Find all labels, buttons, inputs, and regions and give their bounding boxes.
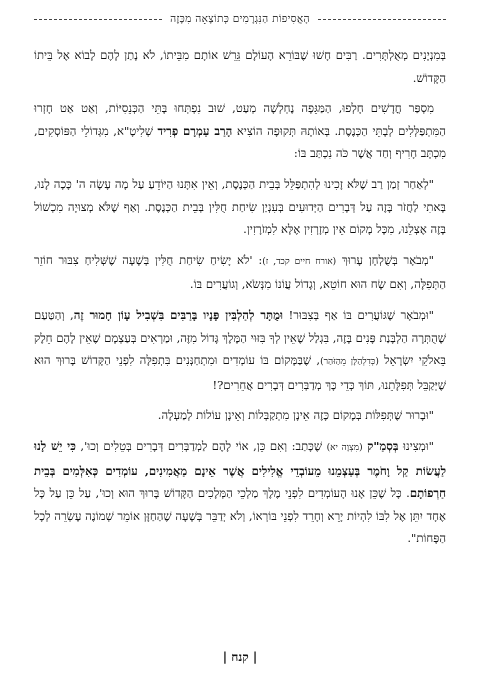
text-run: : 'לֹא יָשִׂיחַ שִׂיחַת חֻלִּין בְּשָׁעָה שֶׁשְּׁלִיחַ צִבּוּר חוֹזֵר הַתְּפִלָּה, וְאִם שָׂח הוּא חוֹטֵא, וְגָדוֹל עֲוֹנוֹ מִנְּשֹׂא, וְגוֹעֲרִים בּוֹ. — [34, 252, 446, 292]
text-run: "וּבָרוּר שֶׁתְּפִלּוֹת בְּמָקוֹם כָּזֶה אֵינָן מִתְקַבְּלוֹת וְאֵינָן עוֹלוֹת לְמַעְלָה. — [157, 408, 434, 423]
text-run: "לְאַחַר זְמַן רַב שֶׁלֹּא זָכִינוּ לְהִתְפַּלֵּל בְּבֵית הַכְּנֶסֶת, וְאֵין אִתָּנוּ הַיּוֹדֵעַ עַל מָה עָשָׂה ה' כָּכָה לָנוּ, בָּאתִי לַחֲזֹר בָּזֶה עַל דְּבָרִים הַיְּדוּעִים בְּעִנְיַן שִׂיחַת חֻלִּין בְּבֵית הַכְּנֶסֶת. וְאַף שֶׁלֹּא מְצוּיָה מִכְשׁוֹל בָּזֶה אֶצְלֵנוּ, מִכָּל מָקוֹם אֵין מְזָרְזִין אֶלָּא לִמְזֹרָזִין. — [34, 176, 446, 237]
bold-text: הָרַב עַמְרָם פְרִיד — [157, 123, 233, 138]
source-citation: (אורח חיים קכד, ז) — [262, 256, 337, 267]
text-run: "וּמְבֹאָר שֶׁגּוֹעֲרִים בּוֹ אַף בְּצִבּוּר! — [282, 307, 435, 322]
text-run: "מְבֹאָר בְּשֻׁלְחָן עָרוּךְ — [336, 252, 434, 267]
source-citation: (מִצְוָה יא) — [326, 442, 363, 453]
paragraph-4 — [34, 304, 446, 396]
running-header — [34, 8, 446, 30]
header-title: הָאֲסִיפוֹת הַנִּגְרָמִים כְּתוֹצָאָה מִכָּזֶה — [170, 13, 310, 25]
text-run: בְּמִנְיָנִים מְאֻלְתָּרִים. רַבִּים חָשׁוּ שֶׁבּוֹרֵא הָעוֹלָם גֵּרֵשׁ אוֹתָם מִבֵּיתוֹ, לֹא נָתַן לָהֶם לָבוֹא אֶל בֵּיתוֹ הַקָּדוֹשׁ. — [34, 48, 446, 85]
text-run: "וּמְצִינוּ — [398, 438, 434, 453]
source-citation: (כְּדִלְהַלָּן מֵהַזֹּהַר) — [320, 357, 379, 368]
bold-text: וּמֻתָּר לְהַלְבִּין פָּנָיו בָּרַבִּים בִּשְׁבִיל עָוֹן חָמוּר זֶה — [73, 307, 283, 322]
bold-text: כִּי יֵשׁ לָנוּ לַעֲשׂוֹת קַל וָחֹמֶר בְּעַצְמֵנוּ מֵעוֹבְדֵי אֱלִילִים אֲשֶׁר אֵינָם מַאֲמִינִים, עוֹמְדִים כְּאִלְּמִים בְּבֵית חַרְפוֹתָם — [34, 438, 446, 501]
text-run: . כָּל שֶׁכֵּן אָנוּ הָעוֹמְדִים לִפְנֵי מֶלֶךְ מַלְכֵי הַמְּלָכִים הַקָּדוֹשׁ בָּרוּךְ הוּא וְכוּ', עַל כֵּן עַל כָּל אֶחָד יִתֵּן אֶל לִבּוֹ לִהְיוֹת יָרֵא וְחָרֵד לִפְנֵי בּוֹרְאוֹ, וְלֹא יְדַבֵּר בְּשָׁעָה שֶׁהַחַזָּן אוֹמֵר שְׁמוֹנֶה עֶשְׂרֵה לְכָל הַפָּחוֹת". — [34, 486, 446, 546]
paragraph-6 — [34, 435, 446, 550]
body-text — [34, 44, 446, 550]
paragraph-3 — [34, 249, 446, 296]
text-run: מִסְפַּר חֳדָשִׁים חָלְפוּ, הַמַּגֵּפָה נֶחְלְשָׁה מְעַט, שׁוּב נִפְתְּחוּ בָּתֵּי הַכְּנֵסִיּוֹת, וְאַט אַט חָזְרוּ הַמִּתְפַּלְּלִים לְבָתֵּי הַכְּנֶסֶת. בְּאוֹתָהּ תְּקוּפָה הוֹצִיא — [34, 101, 446, 138]
text-run: שְׁלִיטָ"א, מִגְּדוֹלֵי הַפּוֹסְקִים, מִכְתָּב חָרִיף וְחַד אֲשֶׁר כֹּה נִכְתַּב בּוֹ: — [34, 123, 446, 161]
header-rule-left — [34, 19, 162, 20]
header-rule-right — [318, 19, 446, 20]
paragraph-1 — [34, 97, 446, 165]
text-run: , שֶׁבַּמָּקוֹם בּוֹ עוֹמְדִים וּמִתְחַנְּנִים בִּתְפִלָּה לִפְנֵי הַקָּדוֹשׁ בָּרוּךְ הוּא שֶׁיְּקַבֵּל תְּפִלָּתֵנוּ, תּוֹךְ כְּדֵי כָּךְ מְדַבְּרִים דְּבָרִים אֲחֵרִים?! — [34, 353, 446, 392]
text-run: , וְהַטַּעַם שֶׁהֻתְּרָה הַלְבָּנַת פָּנִים בָּזֶה, בִּגְלַל שֶׁאֵין לְךָ בִּזּוּי הַמֶּלֶךְ גָּדוֹל מִזֶּה, וּמַרְאִים בְּעַצְמָם שֶׁאֵין לָהֶם חֵלֶק בֵּאלֹקֵי יִשְׂרָאֵל — [34, 307, 446, 368]
bold-text: בְּסְמַ"ק — [367, 438, 399, 453]
paragraph-2 — [34, 173, 446, 241]
paragraph-0 — [34, 44, 446, 89]
page-number: | קנח | — [222, 650, 258, 664]
paragraph-5 — [34, 404, 446, 427]
text-run: שֶׁכָּתַב: וְאִם כֵּן, אוֹי לָהֶם לַמְדַבְּרִים דְּבָרִים בְּטֵלִים וְכוּ', — [75, 438, 327, 453]
